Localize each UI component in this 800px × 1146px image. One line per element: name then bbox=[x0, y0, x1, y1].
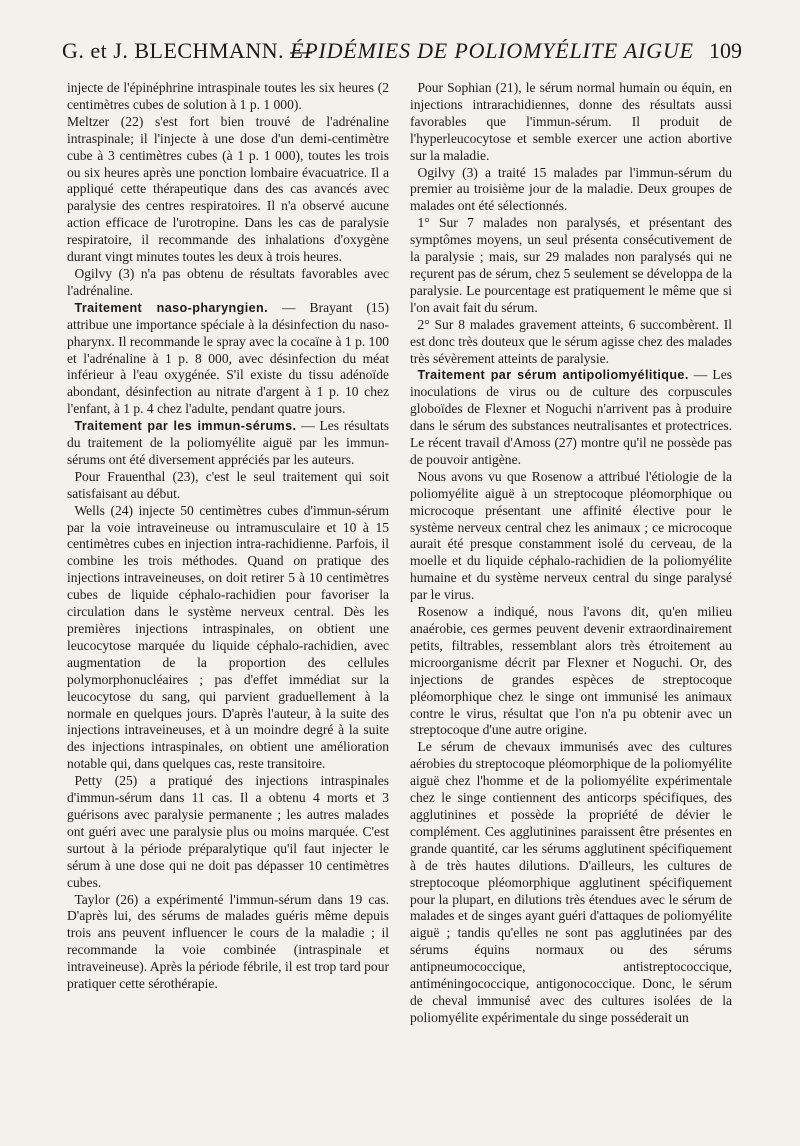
left-column bbox=[67, 80, 389, 993]
header-authors: G. et J. BLECHMANN. — bbox=[62, 38, 313, 63]
paragraph: Rosenow a indiqué, nous l'avons dit, qu'en milieu anaérobie, ces germes peuvent devenir extraordinairement petits, filtrables, ressemblant alors très étroitement au microorganisme décrit par Flexner et Noguchi. Or, des injections de grandes espèces de streptocoque pléomorphique chez le singe ont immunisé les animaux contre le virus, résultat que l'on n'a pu obtenir avec un streptocoque d'une autre origine. bbox=[410, 604, 732, 738]
paragraph-text: — Brayant (15) attribue une importance spéciale à la désinfection du naso-pharynx. Il recommande le spray avec la cocaïne à 1 p. 100 et l'adrénaline à 1 p. 8 000, avec désinfection du méat inférieur à l'eau oxygénée. S'il existe du tissu adénoïde abondant, désinfection au nitrate d'argent à 1 p. 10 chez l'enfant, à 1 p. 4 chez l'adulte, pendant quatre jours. bbox=[67, 299, 389, 417]
paragraph: Petty (25) a pratiqué des injections intraspinales d'immun-sérum dans 11 cas. Il a obtenu 4 morts et 3 guérisons avec paralysie permanente ; les autres malades ont guéri avec une paralysie plus ou moins marquée. C'est surtout à la période préparalytique qu'il faut injecter le sérum à une dose qui ne doit pas dépasser 10 centimètres cubes. bbox=[67, 773, 389, 890]
paragraph: Ogilvy (3) a traité 15 malades par l'immun-sérum du premier au troisième jour de la maladie. Deux groupes de malades ont été sélectionnés. bbox=[410, 164, 732, 214]
paragraph bbox=[410, 367, 732, 468]
paragraph bbox=[67, 300, 389, 418]
paragraph-text: — Les inoculations de virus ou de culture des corpuscules globoïdes de Flexner et Noguchi n'arrivent pas à produire dans le sérum des substances neutralisantes et protectrices. Le récent travail d'Amoss (27) montre qu'il ne possède pas de pouvoir antigène. bbox=[410, 367, 732, 467]
header-title: ÉPIDÉMIES DE POLIOMYÉLITE AIGUE bbox=[290, 38, 694, 63]
paragraph: Le sérum de chevaux immunisés avec des cultures aérobies du streptocoque pléomorphique de la poliomyélite aiguë chez l'homme et de la poliomyélite expérimentale chez le singe contiennent des anticorps spécifiques, des agglutinines et possède la propriété de dévier le complément. Ces agglutinines paraissent être présentes en grande quantité, car les sérums agglutinent spécifiquement à de très hautes dilutions. D'ailleurs, les cultures de streptocoque pléomorphique agglutinent spécifiquement pour la plupart, en dilutions très étendues avec le sérum de malades et de singes ayant guéri d'attaques de poliomyélite aiguë ; tandis qu'elles ne sont pas agglutinées par des sérums équins normaux ou des sérums antipneumococcique, antistreptococcique, antiméningococcique, antigonococcique. Donc, le sérum de cheval immunisé avec des cultures isolées de la poliomyélite expérimentale du singe posséderait un bbox=[410, 739, 732, 1025]
paragraph: Pour Frauenthal (23), c'est le seul traitement qui soit satisfaisant au début. bbox=[67, 468, 389, 501]
right-column bbox=[410, 80, 732, 1027]
paragraph: 2° Sur 8 malades gravement atteints, 6 succombèrent. Il est donc très douteux que le sérum agisse chez des malades très sévèrement atteints de paralysie. bbox=[410, 316, 732, 366]
paragraph: Pour Sophian (21), le sérum normal humain ou équin, en injections intrarachidiennes, donne des résultats aussi favorables que l'immun-sérum. Il produit de l'hyperleucocytose et semble exercer une action abortive sur la maladie. bbox=[410, 80, 732, 163]
section-heading: Traitement par sérum antipoliomyélitique. bbox=[417, 368, 689, 383]
paragraph: Nous avons vu que Rosenow a attribué l'étiologie de la poliomyélite aiguë à un streptocoque pléomorphique ou microcoque présentant une affinité élective pour le système nerveux central chez les animaux ; ce microcoque aurait été presque constamment isolé du cerveau, de la moelle et du liquide céphalo-rachidien de la poliomyélite humaine et du système nerveux central du singe paralysé par le virus. bbox=[410, 468, 732, 603]
paragraph: Wells (24) injecte 50 centimètres cubes d'immun-sérum par la voie intraveineuse ou intramusculaire et 10 à 15 centimètres cubes en injection intra-rachidienne. Parfois, il combine les trois méthodes. Quand on pratique des injections intraveineuses, on doit retirer 5 à 10 centimètres cubes de liquide céphalo-rachidien pour favoriser la circulation dans le système nerveux central. Dès les premières injections intraspinales, on obtient une leucocytose marquée du liquide céphalo-rachidien, avec augmentation de la proportion des cellules polymorphonucléaires ; pas d'effet immédiat sur la leucocytose du sang, qui parvient graduellement à la normale en quelques jours. D'après l'auteur, à la suite des injections intraveineuses, et à un moindre degré à la suite des injections intraspinales, on obtient une amélioration notable qui, dans quelques cas, reste transitoire. bbox=[67, 502, 389, 772]
paragraph: Ogilvy (3) n'a pas obtenu de résultats favorables avec l'adrénaline. bbox=[67, 265, 389, 298]
page-number: 109 bbox=[709, 38, 742, 63]
section-heading: Traitement par les immun-sérums. bbox=[74, 419, 297, 434]
paragraph: Meltzer (22) s'est fort bien trouvé de l'adrénaline intraspinale; il l'injecte à une dose d'un demi-centimètre cube à 3 centimètres cubes (à 1 p. 1 000), toutes les trois ou six heures après une ponction lombaire évacuatrice. Il a appliqué cette thérapeutique dans des cas avancés avec paralysie des centres respiratoires. Il n'a observé aucune action efficace de l'urotropine. Dans les cas de paralysie respiratoire, il recommande des inhalations d'oxygène durant vingt minutes toutes les deux à trois heures. bbox=[67, 113, 389, 265]
paragraph: injecte de l'épinéphrine intraspinale toutes les six heures (2 centimètres cubes de solution à 1 p. 1 000). bbox=[67, 80, 389, 112]
section-heading: Traitement naso-pharyngien. bbox=[74, 300, 268, 315]
paragraph bbox=[67, 418, 389, 469]
paragraph: Taylor (26) a expérimenté l'immun-sérum dans 19 cas. D'après lui, des sérums de malades guéris même depuis trois ans peuvent influencer le cours de la maladie ; il recommande la voie combinée (intraspinale et intraveineuse). Après la période fébrile, il est trop tard pour pratiquer cette sérothérapie. bbox=[67, 891, 389, 992]
running-header bbox=[62, 38, 742, 74]
paragraph: 1° Sur 7 malades non paralysés, et présentant des symptômes moyens, un seul présenta consécutivement de la paralysie ; mais, sur 29 malades non paralysés qui ne reçurent pas de sérum, chez 5 seulement se développa de la paralysie. Le pourcentage est pratiquement le même que si l'on avait fait du sérum. bbox=[410, 215, 732, 315]
paragraph-text: — Les résultats du traitement de la poliomyélite aiguë par les immun-sérums ont été diversement appréciés par les auteurs. bbox=[67, 418, 389, 467]
